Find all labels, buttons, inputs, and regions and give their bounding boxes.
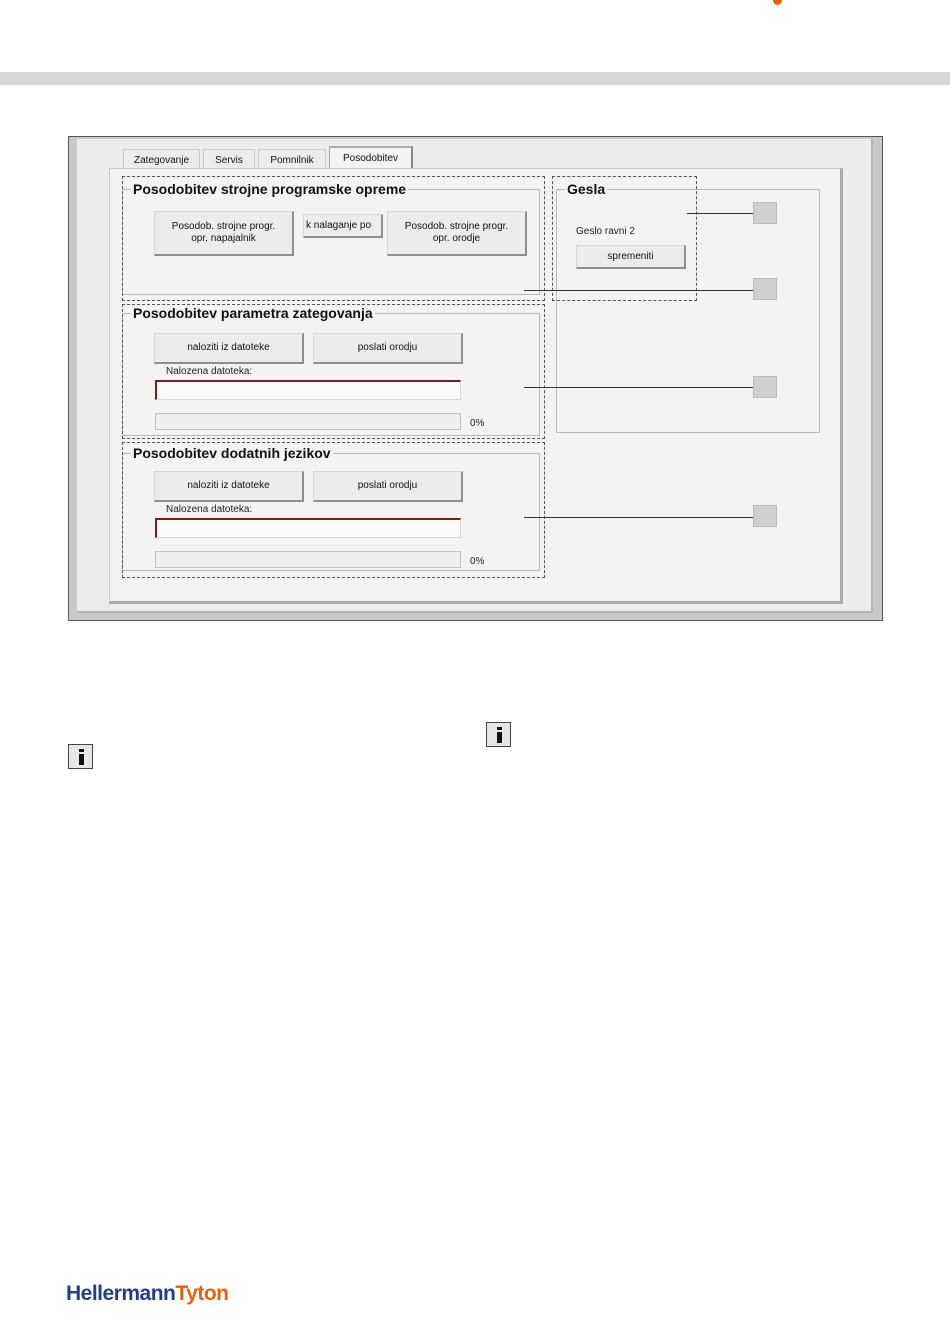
tab-servis[interactable]: Servis	[203, 149, 255, 170]
logo-part-1: Hellermann	[66, 1282, 176, 1305]
firmware-update-title: Posodobitev strojne programske opreme	[133, 181, 407, 197]
change-password-button[interactable]: spremeniti	[576, 245, 686, 269]
callout-line-4	[524, 517, 753, 518]
callout-line-1	[687, 213, 753, 214]
firmware-highlight-frame	[122, 176, 545, 301]
hellermanntyton-logo	[66, 1282, 228, 1306]
firmware-power-supply-button[interactable]: Posodob. strojne progr. opr. napajalnik	[154, 211, 294, 256]
params-file-label: Nalozena datoteka:	[166, 366, 253, 377]
password-level-label: Geslo ravni 2	[576, 226, 635, 237]
info-icon	[68, 744, 93, 769]
languages-file-label: Nalozena datoteka:	[166, 504, 253, 515]
callout-box-1	[753, 202, 777, 224]
languages-highlight-frame	[122, 442, 545, 578]
callout-box-2	[753, 278, 777, 300]
languages-send-to-tool-button[interactable]: poslati orodju	[313, 471, 463, 502]
languages-progress-text: 0%	[470, 556, 485, 567]
callout-box-3	[753, 376, 777, 398]
screenshot-frame	[68, 136, 883, 621]
tab-zategovanje[interactable]: Zategovanje	[123, 149, 200, 170]
params-send-to-tool-button[interactable]: poslati orodju	[313, 333, 463, 364]
callout-line-2	[524, 290, 753, 291]
tab-pomnilnik[interactable]: Pomnilnik	[258, 149, 326, 170]
info-icon	[486, 722, 511, 747]
header-bar	[0, 72, 950, 85]
firmware-tool-button[interactable]: Posodob. strojne progr. opr. orodje	[387, 211, 527, 256]
callout-box-4	[753, 505, 777, 527]
languages-load-file-button[interactable]: naloziti iz datoteke	[154, 471, 304, 502]
tab-posodobitev[interactable]: Posodobitev	[329, 146, 413, 171]
passwords-title: Gesla	[567, 181, 606, 197]
logo-part-2: Tyton	[175, 1282, 229, 1305]
corner-marker	[773, 0, 782, 5]
passwords-highlight-frame	[552, 176, 697, 301]
params-progress-text: 0%	[470, 418, 485, 429]
params-load-file-button[interactable]: naloziti iz datoteke	[154, 333, 304, 364]
firmware-load-button[interactable]: k nalaganje po	[303, 214, 383, 238]
params-update-title: Posodobitev parametra zategovanja	[133, 305, 373, 321]
params-highlight-frame	[122, 304, 545, 439]
languages-update-title: Posodobitev dodatnih jezikov	[133, 445, 331, 461]
callout-line-3	[524, 387, 753, 388]
